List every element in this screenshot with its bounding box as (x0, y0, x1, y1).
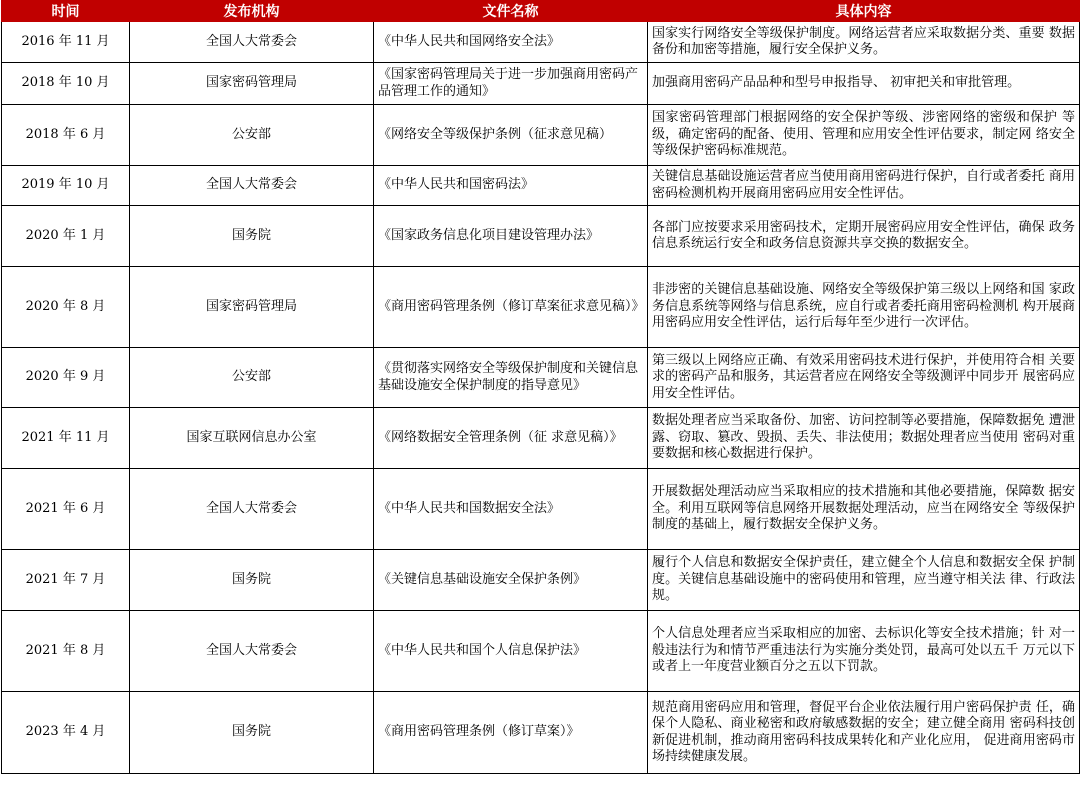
content-cell: 第三级以上网络应正确、有效采用密码技术进行保护，并使用符合相 关要求的密码产品和服务，其运营者应在网络安全等级测评中同步开 展密码应用安全性评估。 (648, 348, 1080, 408)
org-cell: 公安部 (130, 348, 374, 408)
org-cell: 全国人大常委会 (130, 22, 374, 63)
doc-cell: 《国家密码管理局关于进一步加强商用密码产品管理工作的通知》 (374, 63, 648, 105)
content-cell: 数据处理者应当采取备份、加密、访问控制等必要措施，保障数据免 遭泄露、窃取、篡改、毁损、丢失、非法使用；数据处理者应当使用 密码对重要数据和核心数据进行保护。 (648, 408, 1080, 469)
content-cell: 国家密码管理部门根据网络的安全保护等级、涉密网络的密级和保护 等级，确定密码的配备、使用、管理和应用安全性评估要求，制定网 络安全等级保护密码标准规范。 (648, 105, 1080, 166)
doc-cell: 《关键信息基础设施安全保护条例》 (374, 550, 648, 611)
content-cell: 规范商用密码应用和管理，督促平台企业依法履行用户密码保护责 任，确保个人隐私、商业秘密和政府敏感数据的安全；建立健全商用 密码科技创新促进机制，推动商用密码科技成果转化和产业化应用， 促进商用密码市场持续健康发展。 (648, 692, 1080, 774)
doc-cell: 《网络安全等级保护条例（征求意见稿） (374, 105, 648, 166)
time-cell: 2020 年 9 月 (2, 348, 130, 408)
time-cell: 2016 年 11 月 (2, 22, 130, 63)
time-cell: 2018 年 6 月 (2, 105, 130, 166)
doc-cell: 《网络数据安全管理条例（征 求意见稿）》 (374, 408, 648, 469)
header-org: 发布机构 (130, 1, 374, 22)
content-cell: 履行个人信息和数据安全保护责任，建立健全个人信息和数据安全保 护制度。关键信息基础设施中的密码使用和管理，应当遵守相关法 律、行政法规。 (648, 550, 1080, 611)
org-cell: 公安部 (130, 105, 374, 166)
time-cell: 2018 年 10 月 (2, 63, 130, 105)
org-cell: 全国人大常委会 (130, 611, 374, 692)
org-cell: 国家互联网信息办公室 (130, 408, 374, 469)
doc-cell: 《商用密码管理条例（修订草案征求意见稿）》 (374, 267, 648, 348)
header-doc: 文件名称 (374, 1, 648, 22)
table-row (2, 348, 1080, 408)
time-cell: 2021 年 8 月 (2, 611, 130, 692)
doc-cell: 《中华人民共和国网络安全法》 (374, 22, 648, 63)
org-cell: 国家密码管理局 (130, 63, 374, 105)
table-row (2, 692, 1080, 774)
org-cell: 全国人大常委会 (130, 469, 374, 550)
doc-cell: 《贯彻落实网络安全等级保护制度和关键信息基础设施安全保护制度的指导意见》 (374, 348, 648, 408)
content-cell: 开展数据处理活动应当采取相应的技术措施和其他必要措施，保障数 据安全。利用互联网等信息网络开展数据处理活动，应当在网络安全 等级保护制度的基础上，履行数据安全保护义务。 (648, 469, 1080, 550)
content-cell: 非涉密的关键信息基础设施、网络安全等级保护第三级以上网络和国 家政务信息系统等网络与信息系统，应自行或者委托商用密码检测机 构开展商用密码应用安全性评估，运行后每年至少进行一次评估。 (648, 267, 1080, 348)
table-row (2, 206, 1080, 267)
time-cell: 2019 年 10 月 (2, 166, 130, 206)
header-content: 具体内容 (648, 1, 1080, 22)
policy-table (1, 0, 1080, 774)
time-cell: 2021 年 7 月 (2, 550, 130, 611)
time-cell: 2020 年 8 月 (2, 267, 130, 348)
org-cell: 国务院 (130, 550, 374, 611)
doc-cell: 《中华人民共和国密码法》 (374, 166, 648, 206)
table-row (2, 469, 1080, 550)
org-cell: 国务院 (130, 206, 374, 267)
table-row (2, 550, 1080, 611)
content-cell: 加强商用密码产品品种和型号申报指导、 初审把关和审批管理。 (648, 63, 1080, 105)
table-row (2, 63, 1080, 105)
org-cell: 全国人大常委会 (130, 166, 374, 206)
table-row (2, 22, 1080, 63)
header-time: 时间 (2, 1, 130, 22)
table-row (2, 611, 1080, 692)
header-row (2, 1, 1080, 22)
time-cell: 2021 年 6 月 (2, 469, 130, 550)
content-cell: 个人信息处理者应当采取相应的加密、去标识化等安全技术措施；针 对一般违法行为和情节严重违法行为实施分类处罚，最高可处以五千 万元以下或者上一年度营业额百分之五以下罚款。 (648, 611, 1080, 692)
time-cell: 2023 年 4 月 (2, 692, 130, 774)
table-row (2, 166, 1080, 206)
content-cell: 国家实行网络安全等级保护制度。网络运营者应采取数据分类、重要 数据备份和加密等措施，履行安全保护义务。 (648, 22, 1080, 63)
time-cell: 2020 年 1 月 (2, 206, 130, 267)
doc-cell: 《中华人民共和国个人信息保护法》 (374, 611, 648, 692)
table-row (2, 267, 1080, 348)
doc-cell: 《商用密码管理条例（修订草案）》 (374, 692, 648, 774)
org-cell: 国家密码管理局 (130, 267, 374, 348)
table-row (2, 408, 1080, 469)
org-cell: 国务院 (130, 692, 374, 774)
doc-cell: 《中华人民共和国数据安全法》 (374, 469, 648, 550)
content-cell: 关键信息基础设施运营者应当使用商用密码进行保护，自行或者委托 商用密码检测机构开展商用密码应用安全性评估。 (648, 166, 1080, 206)
doc-cell: 《国家政务信息化项目建设管理办法》 (374, 206, 648, 267)
time-cell: 2021 年 11 月 (2, 408, 130, 469)
table-row (2, 105, 1080, 166)
content-cell: 各部门应按要求采用密码技术，定期开展密码应用安全性评估，确保 政务信息系统运行安全和政务信息资源共享交换的数据安全。 (648, 206, 1080, 267)
